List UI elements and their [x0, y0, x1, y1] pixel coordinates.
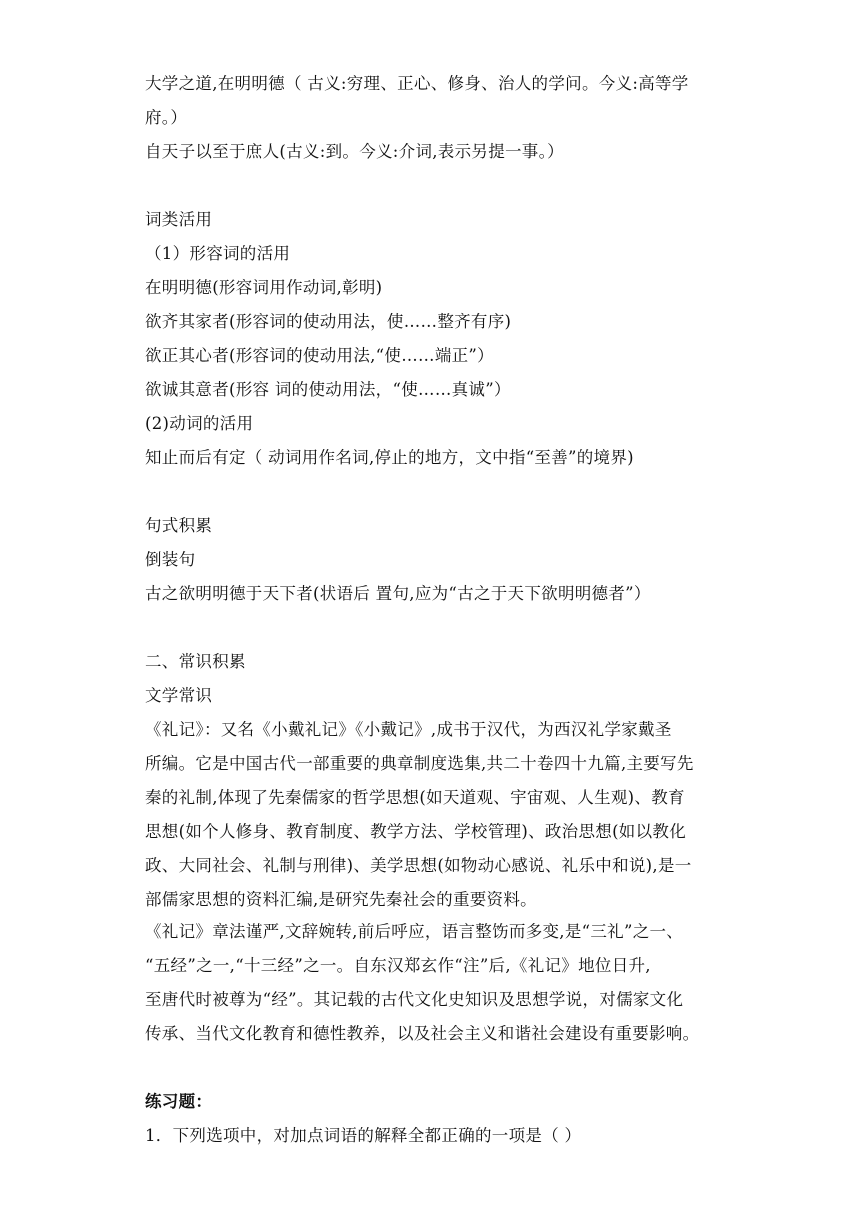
paragraph-line: 所编。它是中国古代一部重要的典章制度选集,共二十卷四十九篇,主要写先 [145, 754, 694, 773]
question-1: 1．下列选项中，对加点词语的解释全都正确的一项是（ ） [145, 1126, 582, 1145]
paragraph-line: 传承、当代文化教育和德性教养，以及社会主义和谐社会建设有重要影响。 [145, 1024, 700, 1043]
section-heading: 句式积累 [145, 516, 213, 535]
text-line: 欲齐其家者(形容词的使动用法，使……整齐有序) [145, 312, 512, 331]
paragraph-line: 政、大同社会、礼制与刑律)、美学思想(如物动心感说、礼乐中和说),是一 [145, 856, 692, 875]
paragraph-line: 至唐代时被尊为“经”。其记载的古代文化史知识及思想学说，对儒家文化 [145, 990, 684, 1009]
sub-heading: 文学常识 [145, 686, 213, 705]
text-line: 欲诚其意者(形容 词的使动用法，“使……真诚”） [145, 380, 511, 399]
sub-heading: 倒装句 [145, 550, 196, 569]
exercise-heading: 练习题： [145, 1092, 213, 1111]
text-line: 欲正其心者(形容词的使动用法,“使……端正”） [145, 346, 494, 365]
text-line: 古之欲明明德于天下者(状语后 置句,应为“古之于天下欲明明德者”） [145, 584, 651, 603]
paragraph-line: 思想(如个人修身、教育制度、教学方法、学校管理)、政治思想(如以教化 [145, 822, 687, 841]
paragraph-line: “五经”之一,“十三经”之一。自东汉郑玄作“注”后,《礼记》地位日升, [145, 956, 651, 975]
section-heading: 词类活用 [145, 210, 213, 229]
paragraph-line: 《礼记》章法谨严,文辞婉转,前后呼应，语言整饬而多变,是“三礼”之一、 [145, 922, 684, 941]
text-line: 自天子以至于庶人(古义:到。今义:介词,表示另提一事。） [145, 142, 564, 161]
section-heading: 二、常识积累 [145, 652, 246, 671]
sub-heading: （1）形容词的活用 [145, 244, 291, 263]
text-line: 大学之道,在明明德（ 古义:穷理、正心、修身、治人的学问。今义:高等学 [145, 74, 689, 93]
text-line: 府。） [145, 108, 188, 127]
paragraph-line: 《礼记》：又名《小戴礼记》《小戴记》,成书于汉代，为西汉礼学家戴圣 [145, 720, 672, 739]
text-line: 知止而后有定（ 动词用作名词,停止的地方，文中指“至善”的境界) [145, 448, 634, 467]
paragraph-line: 秦的礼制,体现了先秦儒家的哲学思想(如天道观、宇宙观、人生观)、教育 [145, 788, 685, 807]
sub-heading: (2)动词的活用 [145, 414, 254, 433]
text-line: 在明明德(形容词用作动词,彰明) [145, 278, 383, 297]
paragraph-line: 部儒家思想的资料汇编,是研究先秦社会的重要资料。 [145, 890, 537, 909]
